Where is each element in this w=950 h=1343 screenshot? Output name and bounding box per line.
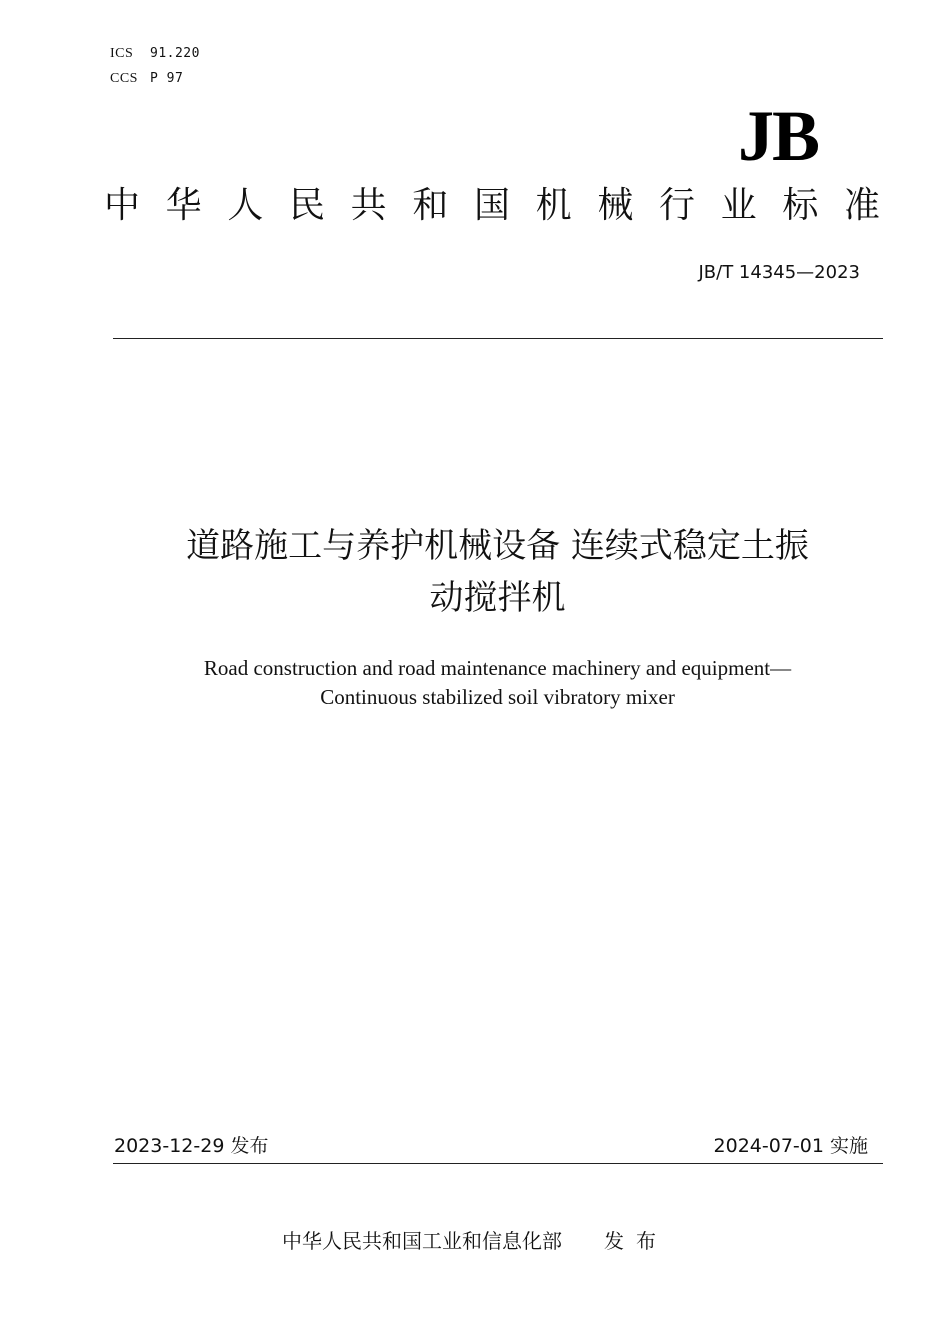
ccs-label: CCS: [110, 71, 138, 86]
standard-number: JB/T 14345—2023: [698, 262, 860, 283]
publisher-name: 中华人民共和国工业和信息化部: [282, 1229, 562, 1253]
title-english-line-2: Continuous stabilized soil vibratory mixer: [320, 685, 675, 709]
publisher-action: 发布: [604, 1229, 668, 1253]
jb-logo: JB: [737, 96, 818, 176]
title-english-line-1: Road construction and road maintenance machinery and equipment—: [203, 656, 792, 680]
issue-date: 2023-12-29 发布: [114, 1135, 269, 1157]
title-chinese-line-2: 动搅拌机: [429, 578, 566, 618]
top-divider: [113, 338, 883, 339]
standard-category: 中华人民共和国机械行业标准: [104, 185, 880, 226]
ccs-line: [110, 71, 183, 87]
ics-code: 91.220: [150, 46, 200, 61]
ccs-code: P 97: [150, 71, 184, 86]
ics-line: [110, 46, 200, 62]
ics-label: ICS: [110, 46, 134, 61]
title-chinese-line-1: 道路施工与养护机械设备 连续式稳定土振: [186, 526, 809, 566]
publisher-line: [0, 1228, 950, 1254]
title-english: [100, 654, 895, 712]
bottom-divider: [113, 1163, 883, 1164]
title-chinese: [100, 520, 895, 624]
effective-date: 2024-07-01 实施: [713, 1135, 868, 1157]
